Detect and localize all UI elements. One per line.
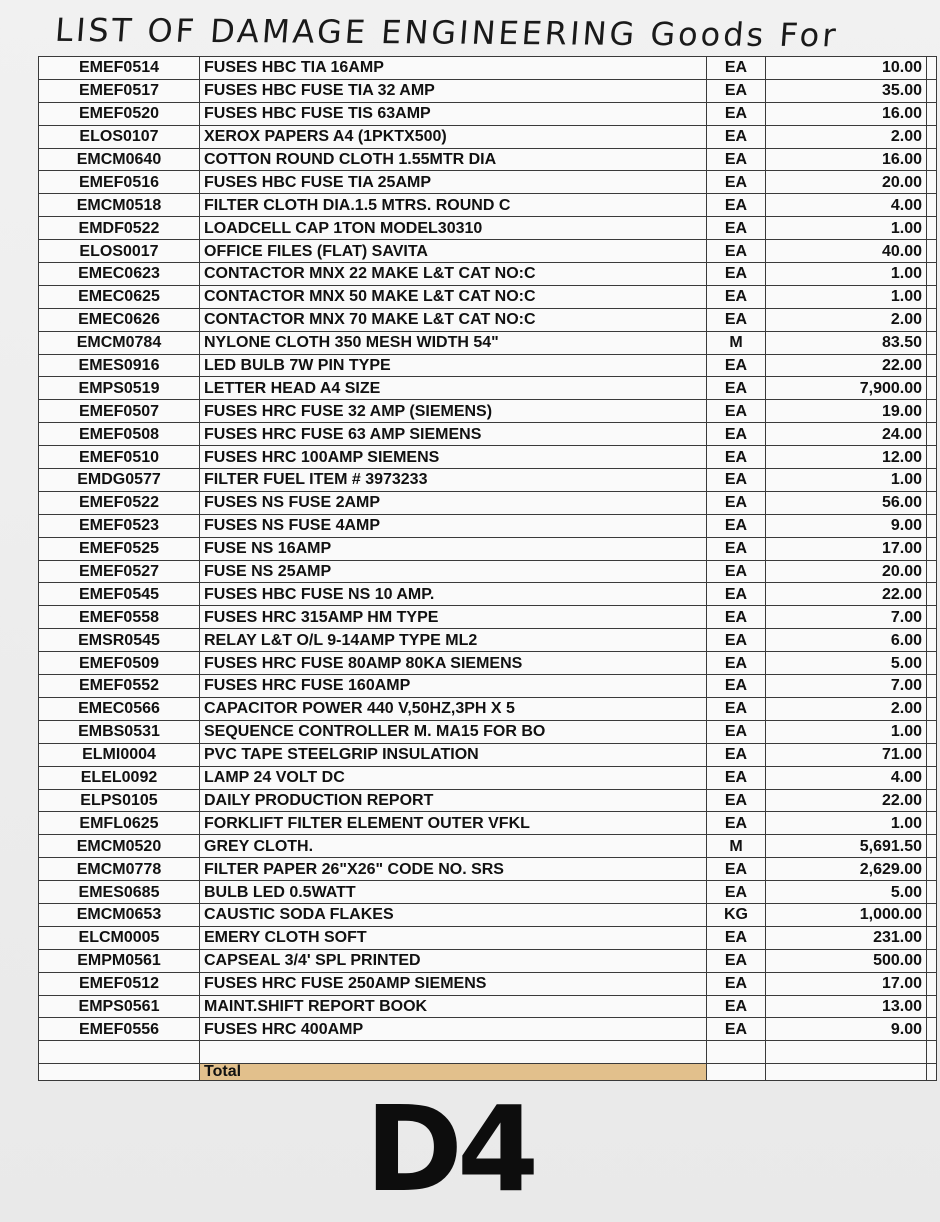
item-code: EMEF0514: [39, 57, 200, 80]
item-quantity: 10.00: [766, 57, 927, 80]
item-description: FUSES NS FUSE 4AMP: [200, 514, 707, 537]
item-code: EMEF0558: [39, 606, 200, 629]
item-quantity: 6.00: [766, 629, 927, 652]
item-uom: EA: [707, 514, 766, 537]
item-quantity: 40.00: [766, 240, 927, 263]
item-uom: EA: [707, 1018, 766, 1041]
table-row: [39, 102, 937, 125]
item-code: EMBS0531: [39, 720, 200, 743]
item-uom: EA: [707, 194, 766, 217]
item-code: EMEF0507: [39, 400, 200, 423]
item-uom: EA: [707, 972, 766, 995]
item-uom: EA: [707, 858, 766, 881]
item-description: MAINT.SHIFT REPORT BOOK: [200, 995, 707, 1018]
handwritten-title: LIST OF DAMAGE ENGINEERING Goods For: [53, 10, 840, 55]
item-uom: EA: [707, 400, 766, 423]
table-row: [39, 926, 937, 949]
item-code: EMPS0561: [39, 995, 200, 1018]
table-row: [39, 583, 937, 606]
item-description: FUSES HRC FUSE 63 AMP SIEMENS: [200, 423, 707, 446]
item-description: RELAY L&T O/L 9-14AMP TYPE ML2: [200, 629, 707, 652]
item-uom: EA: [707, 491, 766, 514]
item-description: DAILY PRODUCTION REPORT: [200, 789, 707, 812]
table-row: [39, 354, 937, 377]
item-code: EMCM0640: [39, 148, 200, 171]
item-code: EMEC0623: [39, 263, 200, 286]
table-row: [39, 125, 937, 148]
item-uom: EA: [707, 285, 766, 308]
item-uom: EA: [707, 812, 766, 835]
table-row: [39, 240, 937, 263]
table-row: [39, 79, 937, 102]
item-code: EMCM0520: [39, 835, 200, 858]
item-description: FORKLIFT FILTER ELEMENT OUTER VFKL: [200, 812, 707, 835]
item-description: LAMP 24 VOLT DC: [200, 766, 707, 789]
item-description: FILTER PAPER 26"X26" CODE NO. SRS: [200, 858, 707, 881]
item-uom: EA: [707, 743, 766, 766]
item-quantity: 24.00: [766, 423, 927, 446]
item-code: ELCM0005: [39, 926, 200, 949]
item-quantity: 20.00: [766, 560, 927, 583]
item-code: EMEF0556: [39, 1018, 200, 1041]
table-row: [39, 949, 937, 972]
item-description: XEROX PAPERS A4 (1PKTX500): [200, 125, 707, 148]
table-row: [39, 148, 937, 171]
item-quantity: 7.00: [766, 606, 927, 629]
item-quantity: 22.00: [766, 354, 927, 377]
item-quantity: 17.00: [766, 537, 927, 560]
item-description: CAUSTIC SODA FLAKES: [200, 903, 707, 926]
table-row: [39, 446, 937, 469]
item-quantity: 9.00: [766, 1018, 927, 1041]
item-uom: EA: [707, 423, 766, 446]
item-quantity: 1.00: [766, 812, 927, 835]
item-code: EMEC0626: [39, 308, 200, 331]
item-description: FUSES HRC FUSE 250AMP SIEMENS: [200, 972, 707, 995]
item-code: EMEC0566: [39, 697, 200, 720]
item-description: FUSES HRC 100AMP SIEMENS: [200, 446, 707, 469]
item-description: FUSES NS FUSE 2AMP: [200, 491, 707, 514]
item-description: CAPACITOR POWER 440 V,50HZ,3PH X 5: [200, 697, 707, 720]
item-description: FUSES HBC FUSE TIS 63AMP: [200, 102, 707, 125]
item-description: FUSES HRC 315AMP HM TYPE: [200, 606, 707, 629]
item-quantity: 5,691.50: [766, 835, 927, 858]
item-quantity: 7,900.00: [766, 377, 927, 400]
goods-table: [38, 56, 937, 1081]
item-quantity: 1.00: [766, 720, 927, 743]
item-quantity: 5.00: [766, 652, 927, 675]
item-description: FUSES HRC FUSE 160AMP: [200, 675, 707, 698]
item-uom: EA: [707, 217, 766, 240]
table-row: [39, 194, 937, 217]
item-quantity: 16.00: [766, 148, 927, 171]
item-uom: EA: [707, 57, 766, 80]
item-quantity: 20.00: [766, 171, 927, 194]
item-code: EMEF0552: [39, 675, 200, 698]
item-quantity: 83.50: [766, 331, 927, 354]
item-quantity: 5.00: [766, 881, 927, 904]
item-code: ELMI0004: [39, 743, 200, 766]
item-code: EMPM0561: [39, 949, 200, 972]
item-description: GREY CLOTH.: [200, 835, 707, 858]
item-quantity: 22.00: [766, 789, 927, 812]
item-description: FUSES HBC TIA 16AMP: [200, 57, 707, 80]
item-uom: EA: [707, 697, 766, 720]
item-quantity: 19.00: [766, 400, 927, 423]
item-uom: EA: [707, 949, 766, 972]
item-code: EMCM0784: [39, 331, 200, 354]
item-description: CAPSEAL 3/4' SPL PRINTED: [200, 949, 707, 972]
item-uom: EA: [707, 789, 766, 812]
item-uom: EA: [707, 79, 766, 102]
item-uom: EA: [707, 240, 766, 263]
item-description: LETTER HEAD A4 SIZE: [200, 377, 707, 400]
item-uom: M: [707, 331, 766, 354]
table-row: [39, 491, 937, 514]
item-uom: EA: [707, 675, 766, 698]
item-code: EMCM0653: [39, 903, 200, 926]
item-description: CONTACTOR MNX 22 MAKE L&T CAT NO:C: [200, 263, 707, 286]
item-description: PVC TAPE STEELGRIP INSULATION: [200, 743, 707, 766]
item-uom: EA: [707, 354, 766, 377]
item-code: ELPS0105: [39, 789, 200, 812]
item-code: EMEF0509: [39, 652, 200, 675]
table-row: [39, 743, 937, 766]
item-quantity: 1,000.00: [766, 903, 927, 926]
total-row: [39, 1064, 937, 1081]
item-uom: EA: [707, 720, 766, 743]
table-row: [39, 812, 937, 835]
table-row: [39, 400, 937, 423]
table-row: [39, 171, 937, 194]
handwritten-mark: D4: [365, 1080, 534, 1218]
item-quantity: 1.00: [766, 285, 927, 308]
table-row: [39, 217, 937, 240]
item-quantity: 22.00: [766, 583, 927, 606]
item-uom: EA: [707, 629, 766, 652]
table-row: [39, 606, 937, 629]
item-uom: EA: [707, 537, 766, 560]
item-code: EMEF0512: [39, 972, 200, 995]
table-row: [39, 835, 937, 858]
item-quantity: 2,629.00: [766, 858, 927, 881]
table-row: [39, 789, 937, 812]
table-row: [39, 285, 937, 308]
item-code: EMCM0518: [39, 194, 200, 217]
item-description: SEQUENCE CONTROLLER M. MA15 FOR BO: [200, 720, 707, 743]
table-row: [39, 514, 937, 537]
item-quantity: 56.00: [766, 491, 927, 514]
table-row: [39, 1018, 937, 1041]
table-row: [39, 903, 937, 926]
item-code: ELEL0092: [39, 766, 200, 789]
item-code: EMDG0577: [39, 469, 200, 492]
table-row: [39, 697, 937, 720]
item-description: LED BULB 7W PIN TYPE: [200, 354, 707, 377]
item-uom: EA: [707, 263, 766, 286]
item-uom: EA: [707, 583, 766, 606]
table-row: [39, 537, 937, 560]
item-description: FUSES HBC FUSE TIA 25AMP: [200, 171, 707, 194]
table-row: [39, 629, 937, 652]
item-code: EMEF0516: [39, 171, 200, 194]
item-description: BULB LED 0.5WATT: [200, 881, 707, 904]
table-row: [39, 972, 937, 995]
item-code: EMES0685: [39, 881, 200, 904]
table-row: [39, 377, 937, 400]
blank-row: [39, 1041, 937, 1064]
item-code: ELOS0107: [39, 125, 200, 148]
item-code: EMES0916: [39, 354, 200, 377]
item-description: OFFICE FILES (FLAT) SAVITA: [200, 240, 707, 263]
item-uom: EA: [707, 560, 766, 583]
item-quantity: 2.00: [766, 125, 927, 148]
item-quantity: 16.00: [766, 102, 927, 125]
item-quantity: 17.00: [766, 972, 927, 995]
item-quantity: 12.00: [766, 446, 927, 469]
item-uom: EA: [707, 171, 766, 194]
item-quantity: 2.00: [766, 697, 927, 720]
item-uom: KG: [707, 903, 766, 926]
table-row: [39, 308, 937, 331]
item-description: NYLONE CLOTH 350 MESH WIDTH 54": [200, 331, 707, 354]
item-quantity: 1.00: [766, 217, 927, 240]
item-quantity: 4.00: [766, 194, 927, 217]
item-uom: EA: [707, 766, 766, 789]
item-quantity: 500.00: [766, 949, 927, 972]
item-quantity: 71.00: [766, 743, 927, 766]
item-quantity: 13.00: [766, 995, 927, 1018]
item-code: EMEF0517: [39, 79, 200, 102]
table-row: [39, 766, 937, 789]
item-quantity: 231.00: [766, 926, 927, 949]
item-uom: EA: [707, 995, 766, 1018]
item-code: EMCM0778: [39, 858, 200, 881]
item-code: EMEF0527: [39, 560, 200, 583]
item-uom: EA: [707, 148, 766, 171]
item-quantity: 4.00: [766, 766, 927, 789]
table-row: [39, 423, 937, 446]
item-uom: EA: [707, 652, 766, 675]
item-quantity: 2.00: [766, 308, 927, 331]
item-code: EMEF0508: [39, 423, 200, 446]
item-uom: EA: [707, 102, 766, 125]
item-description: CONTACTOR MNX 50 MAKE L&T CAT NO:C: [200, 285, 707, 308]
item-description: FUSES HBC FUSE TIA 32 AMP: [200, 79, 707, 102]
item-code: EMEF0525: [39, 537, 200, 560]
item-code: ELOS0017: [39, 240, 200, 263]
item-code: EMEF0510: [39, 446, 200, 469]
table-row: [39, 652, 937, 675]
item-uom: EA: [707, 125, 766, 148]
item-code: EMEF0545: [39, 583, 200, 606]
item-description: FILTER CLOTH DIA.1.5 MTRS. ROUND C: [200, 194, 707, 217]
item-code: EMEC0625: [39, 285, 200, 308]
table-row: [39, 995, 937, 1018]
item-description: FUSE NS 16AMP: [200, 537, 707, 560]
item-quantity: 35.00: [766, 79, 927, 102]
item-description: LOADCELL CAP 1TON MODEL30310: [200, 217, 707, 240]
item-description: FUSES HBC FUSE NS 10 AMP.: [200, 583, 707, 606]
item-description: FILTER FUEL ITEM # 3973233: [200, 469, 707, 492]
table-row: [39, 675, 937, 698]
item-uom: EA: [707, 469, 766, 492]
item-description: EMERY CLOTH SOFT: [200, 926, 707, 949]
table-row: [39, 881, 937, 904]
item-description: FUSES HRC FUSE 32 AMP (SIEMENS): [200, 400, 707, 423]
item-description: COTTON ROUND CLOTH 1.55MTR DIA: [200, 148, 707, 171]
table-row: [39, 720, 937, 743]
item-code: EMDF0522: [39, 217, 200, 240]
table-row: [39, 858, 937, 881]
item-uom: M: [707, 835, 766, 858]
item-uom: EA: [707, 308, 766, 331]
item-quantity: 1.00: [766, 469, 927, 492]
table-row: [39, 560, 937, 583]
item-uom: EA: [707, 446, 766, 469]
item-description: FUSES HRC 400AMP: [200, 1018, 707, 1041]
item-code: EMEF0520: [39, 102, 200, 125]
table-row: [39, 263, 937, 286]
item-uom: EA: [707, 606, 766, 629]
item-quantity: 7.00: [766, 675, 927, 698]
item-description: FUSES HRC FUSE 80AMP 80KA SIEMENS: [200, 652, 707, 675]
item-code: EMEF0523: [39, 514, 200, 537]
total-label: Total: [200, 1064, 707, 1081]
item-quantity: 1.00: [766, 263, 927, 286]
item-quantity: 9.00: [766, 514, 927, 537]
table-row: [39, 469, 937, 492]
item-code: EMPS0519: [39, 377, 200, 400]
item-code: EMFL0625: [39, 812, 200, 835]
item-uom: EA: [707, 881, 766, 904]
table-row: [39, 57, 937, 80]
item-code: EMEF0522: [39, 491, 200, 514]
table-row: [39, 331, 937, 354]
item-description: CONTACTOR MNX 70 MAKE L&T CAT NO:C: [200, 308, 707, 331]
total-value: [766, 1064, 927, 1081]
item-code: EMSR0545: [39, 629, 200, 652]
item-description: FUSE NS 25AMP: [200, 560, 707, 583]
item-uom: EA: [707, 926, 766, 949]
item-uom: EA: [707, 377, 766, 400]
table-body: [39, 57, 937, 1041]
